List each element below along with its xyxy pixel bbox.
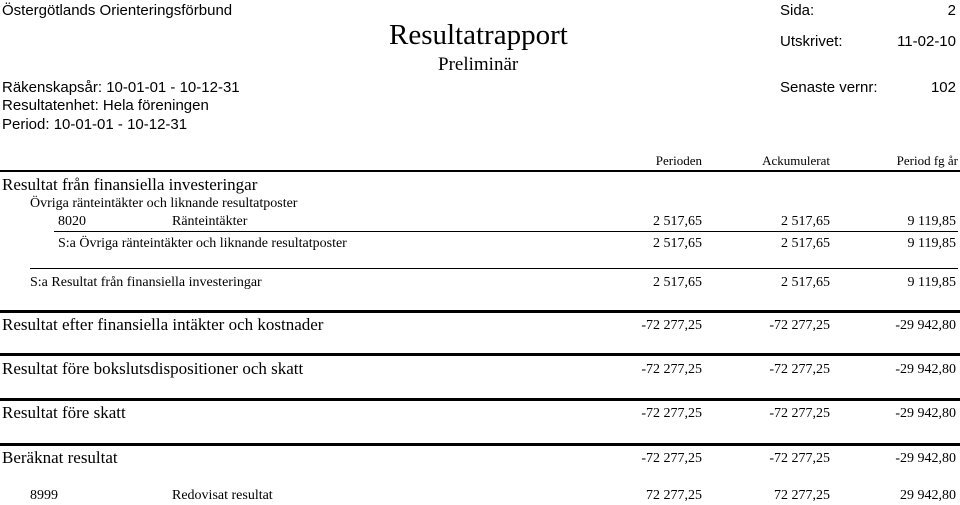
value-perioden: -72 277,25 xyxy=(641,406,702,421)
printed-label: Utskrivet: xyxy=(780,33,843,50)
value-ackumulerat: -72 277,25 xyxy=(769,318,830,333)
value-perioden: 72 277,25 xyxy=(646,488,702,503)
section-total-rule xyxy=(30,268,958,269)
section-heading: Resultat från finansiella investeringar xyxy=(2,175,258,194)
last-vernr-label: Senaste vernr: xyxy=(780,79,878,96)
value-period-fg-ar: -29 942,80 xyxy=(895,318,956,333)
column-header-perioden: Perioden xyxy=(655,153,702,168)
value-period-fg-ar: 29 942,80 xyxy=(900,488,956,503)
report-title: Resultatrapport xyxy=(389,19,568,51)
result-label: Resultat före bokslutsdispositioner och skatt xyxy=(2,359,304,378)
period: Period: 10-01-01 - 10-12-31 xyxy=(2,116,188,133)
column-header-ackumulerat: Ackumulerat xyxy=(762,153,830,168)
value-period-fg-ar: 9 119,85 xyxy=(907,236,956,251)
column-header-period-fg-ar: Period fg år xyxy=(896,153,958,168)
value-perioden: -72 277,25 xyxy=(641,362,702,377)
value-perioden: -72 277,25 xyxy=(641,318,702,333)
account-name: Redovisat resultat xyxy=(172,488,273,503)
result-label: Beräknat resultat xyxy=(2,448,118,467)
section-total-label: S:a Resultat från finansiella investeringar xyxy=(30,275,262,290)
fiscal-year: Räkenskapsår: 10-01-01 - 10-12-31 xyxy=(2,79,240,96)
last-vernr-value: 102 xyxy=(930,79,956,96)
value-ackumulerat: -72 277,25 xyxy=(769,406,830,421)
account-number: 8020 xyxy=(58,214,86,229)
column-header-rule xyxy=(0,170,960,172)
organization-name: Östergötlands Orienteringsförbund xyxy=(2,2,233,19)
result-rule xyxy=(0,398,960,401)
value-ackumulerat: 2 517,65 xyxy=(781,275,830,290)
value-ackumulerat: -72 277,25 xyxy=(769,451,830,466)
printed-date: 11-02-10 xyxy=(897,33,956,50)
result-rule xyxy=(0,310,960,313)
subtotal-rule xyxy=(54,231,958,232)
result-unit: Resultatenhet: Hela föreningen xyxy=(2,97,209,114)
value-perioden: 2 517,65 xyxy=(653,214,702,229)
page-number: 2 xyxy=(947,2,956,19)
account-number: 8999 xyxy=(30,488,58,503)
value-ackumulerat: 72 277,25 xyxy=(774,488,830,503)
result-label: Resultat efter finansiella intäkter och kostnader xyxy=(2,315,324,334)
subsection-heading: Övriga ränteintäkter och liknande resultatposter xyxy=(30,196,298,211)
value-ackumulerat: 2 517,65 xyxy=(781,236,830,251)
result-label: Resultat före skatt xyxy=(2,403,126,422)
result-rule xyxy=(0,443,960,446)
subtotal-label: S:a Övriga ränteintäkter och liknande resultatposter xyxy=(58,236,347,251)
value-period-fg-ar: 9 119,85 xyxy=(907,275,956,290)
page-label: Sida: xyxy=(780,2,815,19)
value-period-fg-ar: -29 942,80 xyxy=(895,406,956,421)
value-perioden: 2 517,65 xyxy=(653,236,702,251)
value-perioden: 2 517,65 xyxy=(653,275,702,290)
value-perioden: -72 277,25 xyxy=(641,451,702,466)
value-ackumulerat: -72 277,25 xyxy=(769,362,830,377)
value-period-fg-ar: -29 942,80 xyxy=(895,362,956,377)
result-rule xyxy=(0,353,960,356)
account-name: Ränteintäkter xyxy=(172,214,248,229)
value-ackumulerat: 2 517,65 xyxy=(781,214,830,229)
value-period-fg-ar: -29 942,80 xyxy=(895,451,956,466)
value-period-fg-ar: 9 119,85 xyxy=(907,214,956,229)
report-subtitle: Preliminär xyxy=(438,54,519,75)
